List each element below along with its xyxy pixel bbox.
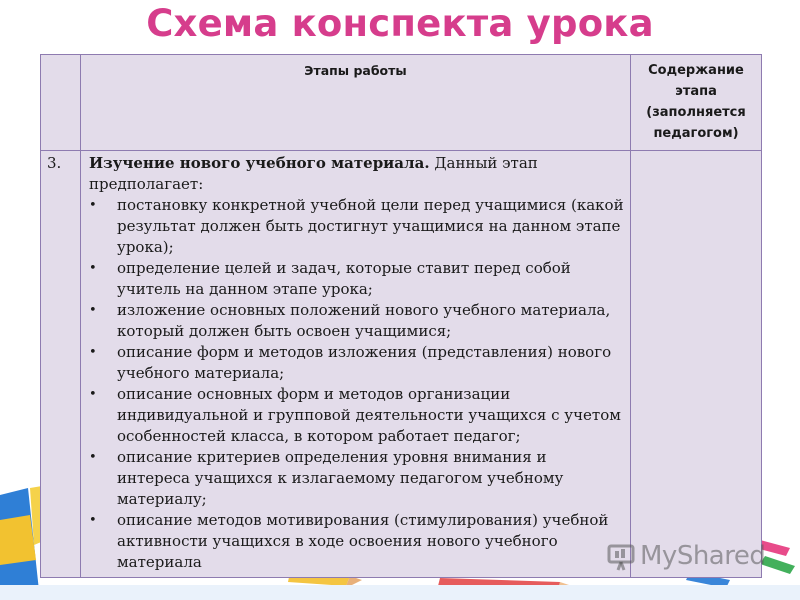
lesson-plan-table bbox=[40, 54, 762, 578]
bullet-dot-icon: • bbox=[89, 387, 97, 402]
list-item-text: постановку конкретной учебной цели перед учащимися (какой результат должен быть достигнут учащимися на данном этапе урока); bbox=[117, 196, 624, 256]
list-item bbox=[89, 510, 624, 573]
bullet-dot-icon: • bbox=[89, 261, 97, 276]
list-item-text: определение целей и задач, которые ставит перед собой учитель на данном этапе урока; bbox=[117, 259, 571, 298]
stage-content-cell bbox=[631, 151, 762, 578]
header-content-cell: Содержание этапа (заполняется педагогом) bbox=[631, 55, 762, 151]
bullet-dot-icon: • bbox=[89, 513, 97, 528]
list-item-text: описание критериев определения уровня внимания и интереса учащихся к излагаемому педагогом учебному материалу; bbox=[117, 448, 564, 508]
row-number-cell: 3. bbox=[41, 151, 81, 578]
table-header-row bbox=[41, 55, 762, 151]
bullet-dot-icon: • bbox=[89, 450, 97, 465]
bullet-dot-icon: • bbox=[89, 345, 97, 360]
list-item-text: описание форм и методов изложения (представления) нового учебного материала; bbox=[117, 343, 612, 382]
list-item-text: описание методов мотивирования (стимулирования) учебной активности учащихся в ходе освоения нового учебного материала bbox=[117, 511, 609, 571]
bullet-dot-icon: • bbox=[89, 303, 97, 318]
list-item bbox=[89, 195, 624, 258]
header-stages-cell: Этапы работы bbox=[81, 55, 631, 151]
stage-intro-text: Данный этап предполагает: bbox=[89, 154, 538, 193]
myshared-watermark[interactable] bbox=[606, 536, 786, 576]
list-item bbox=[89, 342, 624, 384]
table-row bbox=[41, 151, 762, 578]
stage-description-cell bbox=[81, 151, 631, 578]
slide-title: Схема конспекта урока bbox=[146, 2, 654, 45]
stage-title: Изучение нового учебного материала. bbox=[89, 154, 430, 172]
list-item bbox=[89, 447, 624, 510]
list-item bbox=[89, 384, 624, 447]
stage-intro bbox=[89, 153, 624, 195]
bullet-dot-icon: • bbox=[89, 198, 97, 213]
myshared-logo-icon bbox=[606, 540, 640, 572]
stage-bullet-list bbox=[89, 195, 624, 573]
list-item bbox=[89, 300, 624, 342]
list-item-text: изложение основных положений нового учебного материала, который должен быть освоен учащимися; bbox=[117, 301, 611, 340]
watermark-text: MyShared bbox=[640, 541, 766, 571]
list-item-text: описание основных форм и методов организации индивидуальной и групповой деятельности учащихся с учетом особенностей класса, в котором работает педагог; bbox=[117, 385, 621, 445]
header-number-cell bbox=[41, 55, 81, 151]
list-item bbox=[89, 258, 624, 300]
